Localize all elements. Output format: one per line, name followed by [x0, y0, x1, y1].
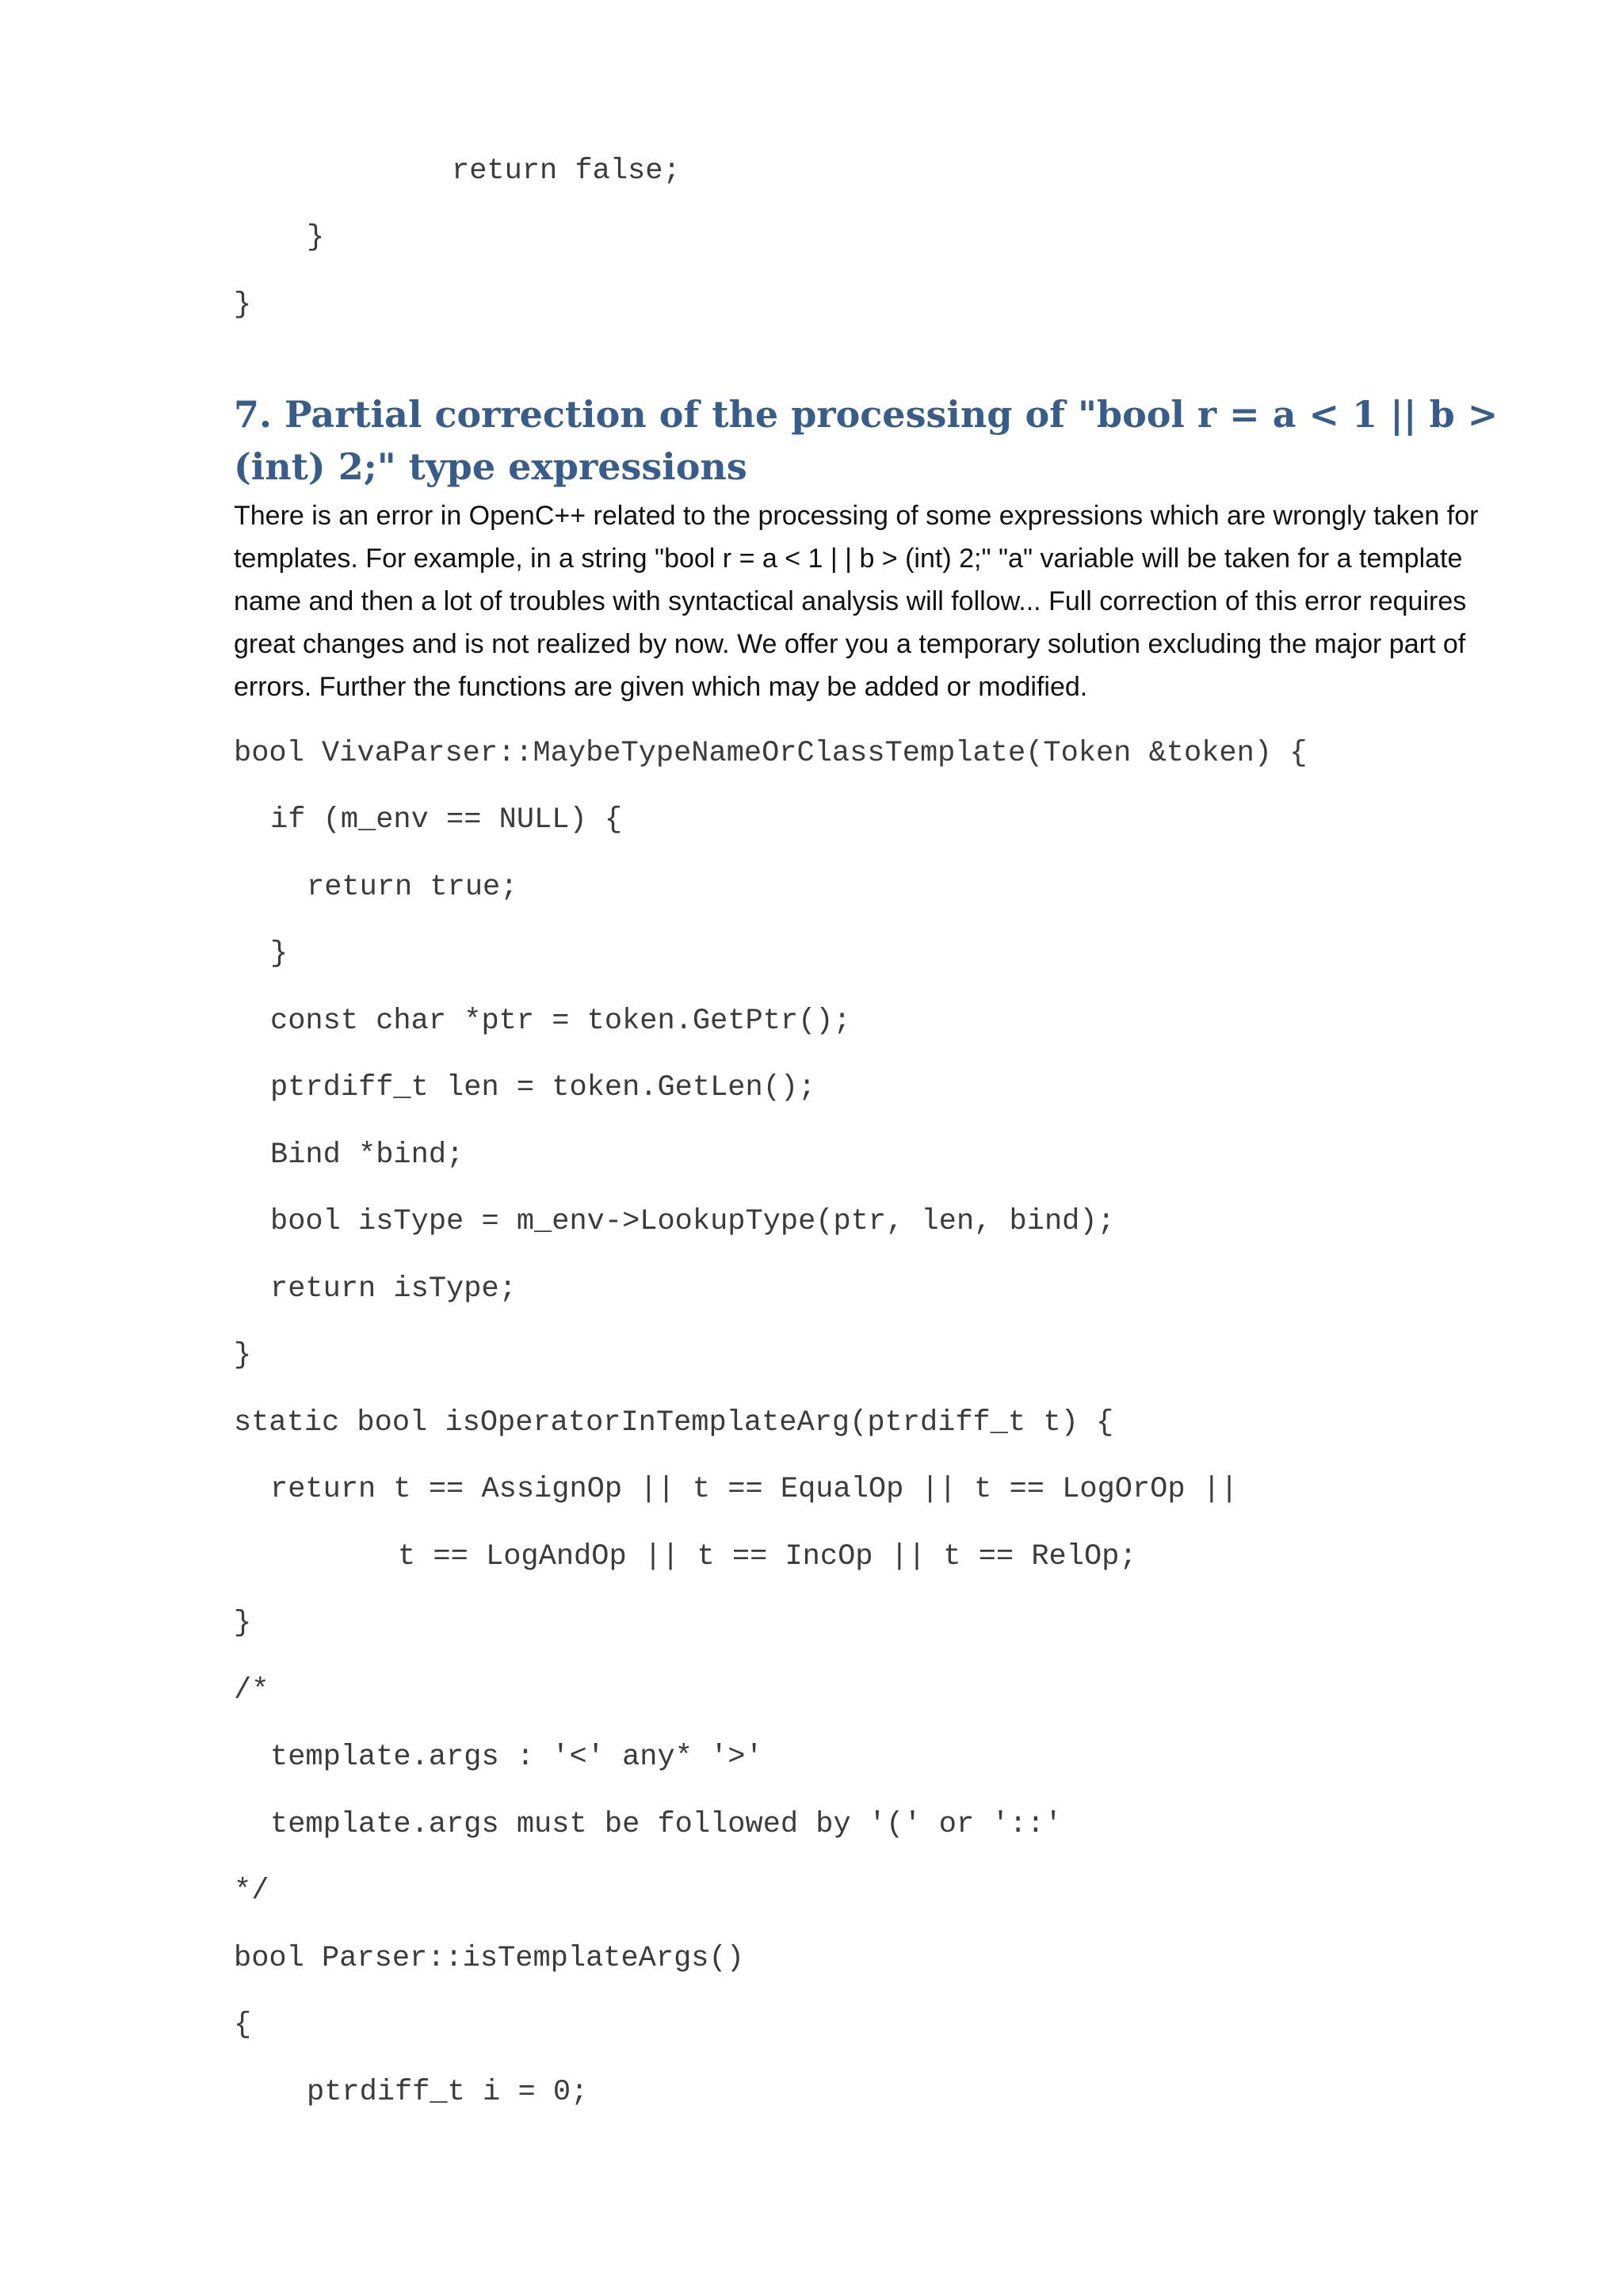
code-line: if (m_env == NULL) {: [270, 803, 623, 837]
section-paragraph: There is an error in OpenC++ related to the processing of some expressions which are wrongly taken for templates. For example, in a string "bool r = a < 1 | | b > (int) 2;" "a" variable will be taken for a template name and then a lot of troubles with syntactical analysis will follow... Full correction of this error requires great changes and is not realized by now. We offer you a temporary solution excluding the major part of errors. Further the functions are given which may be added or modified.: [234, 501, 1479, 702]
code-line: bool Parser::isTemplateArgs(): [234, 1942, 744, 1975]
code-line: }: [307, 221, 325, 254]
code-line: template.args must be followed by '(' or '::': [270, 1808, 1063, 1841]
code-line: const char *ptr = token.GetPtr();: [270, 1005, 851, 1038]
code-line: bool VivaParser::MaybeTypeNameOrClassTemplate(Token &token) {: [234, 737, 1308, 770]
code-line: static bool isOperatorInTemplateArg(ptrdiff_t t) {: [234, 1406, 1114, 1440]
code-line: }: [234, 1339, 252, 1372]
code-line: Bind *bind;: [270, 1138, 464, 1172]
code-line: return isType;: [270, 1272, 517, 1306]
code-line: bool isType = m_env->LookupType(ptr, len, bind);: [270, 1205, 1115, 1238]
code-line: t == LogAndOp || t == IncOp || t == RelOp;: [398, 1540, 1137, 1573]
code-line: ptrdiff_t i = 0;: [307, 2076, 589, 2109]
code-line: /*: [234, 1674, 269, 1707]
code-line: template.args : '<' any* '>': [270, 1741, 763, 1774]
code-line: }: [270, 937, 288, 971]
section-heading: 7. Partial correction of the processing of "bool r = a < 1 || b > (int) 2;" type expressions: [234, 393, 1499, 488]
code-line: return true;: [307, 871, 518, 904]
code-line: */: [234, 1875, 269, 1908]
code-line: }: [234, 288, 252, 322]
code-line: {: [234, 2008, 252, 2042]
code-line: return false;: [452, 154, 681, 188]
code-line: }: [234, 1607, 252, 1640]
code-line: return t == AssignOp || t == EqualOp || t == LogOrOp ||: [270, 1473, 1239, 1506]
code-line: ptrdiff_t len = token.GetLen();: [270, 1071, 816, 1104]
